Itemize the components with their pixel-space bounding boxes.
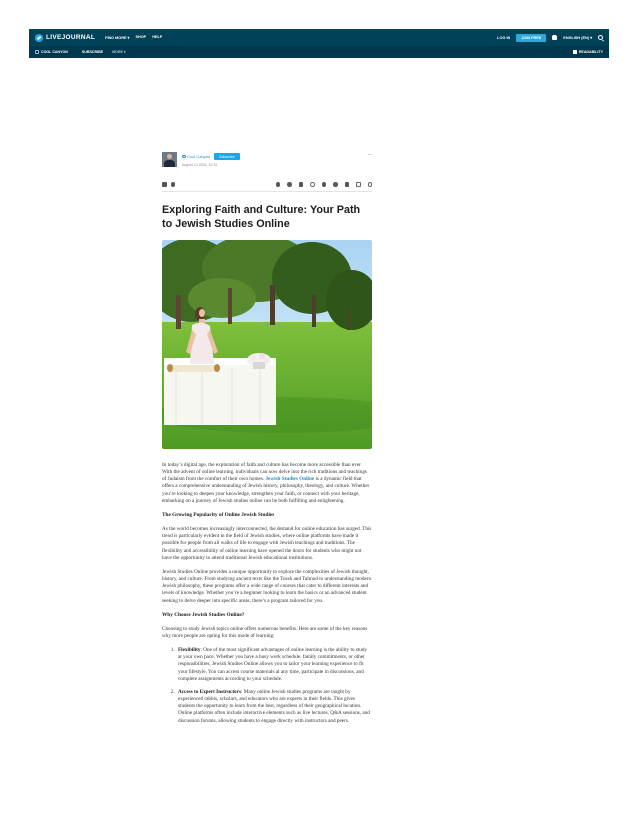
email-icon[interactable]: [345, 182, 350, 187]
x-icon[interactable]: [310, 182, 315, 187]
reddit-icon[interactable]: [322, 182, 327, 187]
post-body: [162, 462, 372, 725]
user-icon: [182, 155, 186, 159]
logo-text: LIVEJOURNAL: [46, 34, 96, 41]
journal-user-icon: [35, 50, 39, 54]
more-options-icon[interactable]: ···: [367, 152, 372, 158]
woman-reading-scroll-photo-icon: [162, 240, 372, 449]
search-icon[interactable]: [598, 35, 603, 40]
section-heading-popularity: The Growing Popularity of Online Jewish Studies: [162, 511, 275, 518]
readability-icon: [573, 50, 577, 54]
author-name: Cool Canyon: [187, 154, 211, 159]
section-heading-why: Why Choose Jewish Studies Online?: [162, 611, 245, 618]
language-selector[interactable]: ENGLISH (EN) ▾: [563, 36, 592, 40]
intro-paragraph: In today’s digital age, the exploration of faith and culture has become more accessible than ever. With the advent of online learning, individuals can now delve into the rich traditions and teachings of Judaism from the comfort of their own homes. Jewish Studies Online is a dynamic field that offers a comprehensive understanding of Jewish history, philosophy, theology, and culture. Whether you’re looking to deepen your knowledge, strengthen your faith, or connect with your heritage, embarking on a journey of Jewish studies online can be both fulfilling and enlightening.: [162, 462, 370, 504]
post-title: Exploring Faith and Culture: Your Path to Jewish Studies Online: [162, 204, 361, 230]
author-row: [162, 152, 372, 170]
post-actions: [162, 182, 372, 192]
post-date: August 14 2024, 12:31: [182, 163, 218, 167]
avatar[interactable]: [162, 152, 177, 167]
author-link[interactable]: [182, 154, 210, 159]
journal-more-menu[interactable]: MORE ▾: [112, 50, 126, 54]
jewish-studies-link[interactable]: Jewish Studies Online: [265, 476, 315, 483]
post-photo: [162, 240, 372, 449]
telegram-icon[interactable]: [333, 182, 338, 187]
nav-find-more[interactable]: FIND MORE ▾: [105, 36, 130, 40]
facebook-icon[interactable]: [287, 182, 292, 187]
login-link[interactable]: LOG IN: [497, 35, 511, 40]
list-item: 2. Access to Expert Instructors: Many online Jewish studies programs are taught by experienced rabbis, scholars, and educators who are experts in their fields. This gives students the opportunity to learn from the best, regardless of their geographical location. Online platforms often include interactive elements such as live lectures, Q&A sessions, and discussion forums, allowing students to engage directly with instructors and peers.: [176, 689, 372, 725]
subscribe-button[interactable]: Subscribe: [214, 153, 240, 160]
livejournal-logo[interactable]: [35, 34, 95, 42]
link-icon[interactable]: [368, 182, 373, 187]
nav-shop[interactable]: SHOP: [135, 35, 147, 39]
join-free-button[interactable]: JOIN FREE: [516, 34, 546, 42]
nav-help[interactable]: HELP: [152, 35, 163, 39]
benefits-list: [176, 647, 372, 725]
livejournal-logo-icon: [35, 34, 43, 42]
share-bar: [276, 182, 373, 187]
like-icon[interactable]: [162, 182, 167, 187]
embed-icon[interactable]: [356, 182, 361, 187]
paragraph-benefits: Choosing to study Jewish topics online offers numerous benefits. Here are some of the key reasons why more people are opting for this mode of learning:: [162, 625, 368, 639]
linkedin-icon[interactable]: [299, 182, 304, 187]
top-nav-bar: [29, 29, 609, 46]
readability-toggle[interactable]: [573, 50, 603, 54]
journal-name[interactable]: COOL CANYON: [41, 50, 68, 54]
list-item: 1. Flexibility: One of the most significant advantages of online learning is the ability to study at your own pace. Whether you have a busy work schedule, family commitments, or other responsibilities, Jewish Studies Online allows you to tailor your learning experience to fit your lifestyle. You can access course materials at any time, participate in discussions, and complete assignments according to your schedule.: [176, 647, 372, 683]
post: [162, 152, 372, 731]
bell-icon[interactable]: [552, 35, 557, 40]
paragraph-opportunity: Jewish Studies Online provides a unique opportunity to explore the complexities of Jewish thought, history, and culture. From studying ancient texts like the Torah and Talmud to understanding modern Jewish philosophy, these programs offer a wide range of courses that cater to different interests and levels of knowledge. Whether you’re a beginner looking to learn the basics or an advanced student seeking to delve deeper into specific areas, there’s a program tailored for you.: [162, 568, 372, 604]
livejournal-share-icon[interactable]: [276, 182, 281, 187]
readability-label: READABILITY: [578, 50, 603, 54]
journal-subscribe-link[interactable]: SUBSCRIBE: [81, 50, 104, 54]
paragraph-demand: As the world becomes increasingly interconnected, the demand for online education has surged. This trend is particularly evident in the field of Jewish studies, where online platforms have made it possible for people from all walks of life to engage with Jewish teachings and traditions. The flexibility and accessibility of online learning have opened the doors for students who might not have the opportunity to attend traditional Jewish educational institutions.: [162, 526, 372, 561]
journal-bar: [29, 46, 609, 58]
comment-icon[interactable]: [171, 182, 176, 187]
